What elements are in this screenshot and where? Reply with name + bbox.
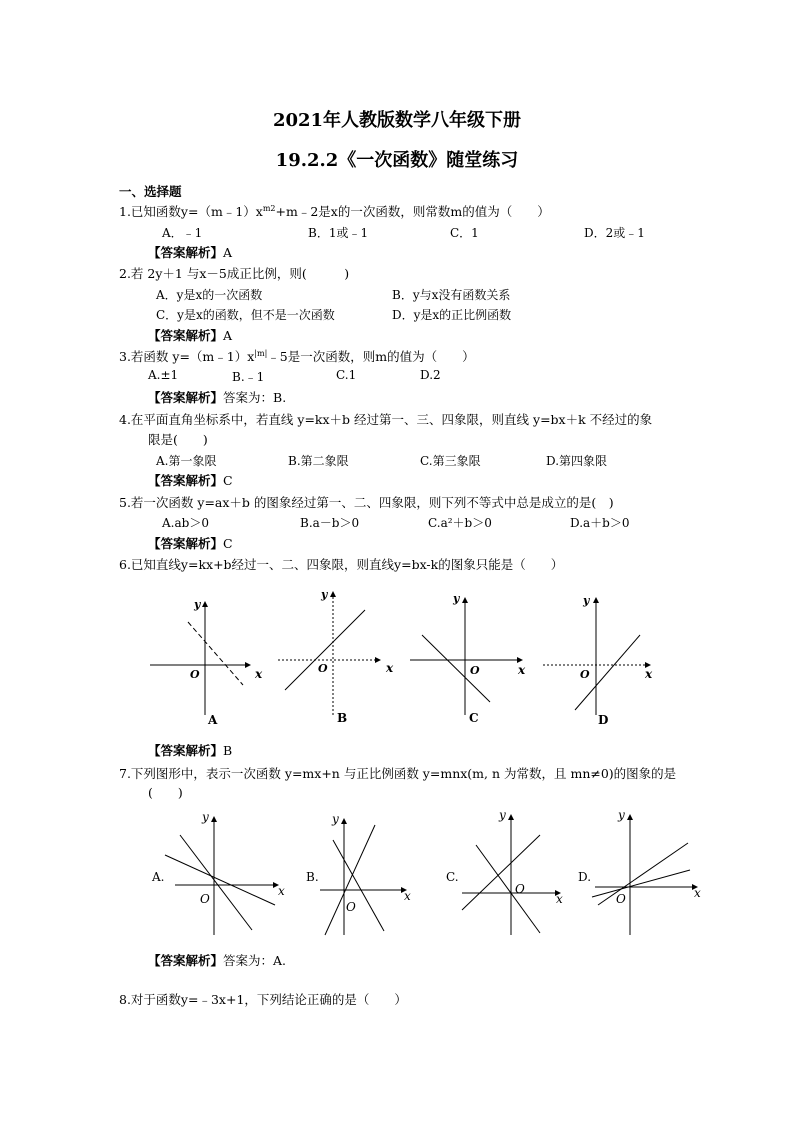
question-2-stem: 2.若 2y＋1 与x－5成正比例，则( ): [119, 266, 350, 281]
q6b-label: B: [337, 711, 348, 725]
question-7-figures: [0, 805, 794, 945]
question-4-option-b: B.第二象限: [288, 454, 349, 468]
q7c-x-label: x: [556, 892, 563, 906]
q7b-label: B.: [306, 870, 319, 884]
q6a-x-label: x: [255, 667, 263, 681]
question-6-figures: [0, 580, 794, 740]
q6d-x-label: x: [645, 667, 653, 681]
question-7-stem-line2: ( ): [148, 785, 183, 800]
q6d-origin-label: O: [580, 668, 590, 681]
question-2-answer: 【答案解析】A: [148, 328, 233, 343]
q7d-x-label: x: [694, 886, 701, 900]
question-5-option-a: A.ab＞0: [162, 516, 209, 530]
question-5-stem: 5.若一次函数 y=ax＋b 的图象经过第一、二、四象限，则下列不等式中总是成立的是( ): [119, 495, 614, 510]
question-2-option-c: C．y是x的函数，但不是一次函数: [156, 308, 335, 322]
question-6-stem: 6.已知直线y=kx+b经过一、二、四象限，则直线y=bx-k的图象只能是（ ）: [119, 557, 564, 572]
q7-graph-a: [151, 810, 285, 935]
question-5-option-c: C.a²＋b＞0: [428, 516, 492, 530]
question-1-option-a: A．﹣1: [162, 226, 203, 240]
q7a-x-label: x: [278, 884, 285, 898]
q6b-y-label: y: [321, 588, 328, 601]
q6d-y-label: y: [583, 594, 590, 607]
question-4-stem-line1: 4.在平面直角坐标系中，若直线 y=kx＋b 经过第一、三、四象限，则直线 y=bx＋k 不经过的象: [119, 412, 653, 427]
question-2-option-a: A．y是x的一次函数: [156, 288, 263, 302]
q6c-y-label: y: [453, 592, 460, 605]
q7b-x-label: x: [404, 889, 411, 903]
q6a-label: A: [208, 713, 218, 727]
q6-graph-a: [150, 598, 263, 727]
question-3-option-d: D.2: [420, 368, 441, 382]
q7d-origin-label: O: [616, 892, 626, 906]
page-subtitle: 19.2.2《一次函数》随堂练习: [275, 150, 519, 171]
q6a-y-label: y: [194, 598, 201, 611]
question-5-answer: 【答案解析】C: [148, 536, 233, 551]
q6c-origin-label: O: [470, 664, 480, 677]
question-5-option-d: D.a＋b＞0: [570, 516, 630, 530]
question-6-answer: 【答案解析】B: [148, 743, 233, 758]
question-1-option-b: B．1或﹣1: [308, 226, 369, 240]
q6a-origin-label: O: [190, 668, 200, 681]
q7-graph-b: [306, 812, 411, 935]
question-1-option-d: D．2或﹣1: [584, 226, 645, 240]
question-7-answer: 【答案解析】答案为：A.: [148, 953, 287, 968]
question-4-option-a: A.第一象限: [156, 454, 217, 468]
q7b-origin-label: O: [346, 900, 356, 914]
q7c-origin-label: O: [515, 882, 525, 896]
question-3-stem: 3.若函数 $y=(m﹣1)x^{|m|}﹣5$是一次函数，则m的值为（ ）: [119, 348, 475, 364]
q7-graph-c: [446, 808, 563, 935]
question-3-answer: 【答案解析】答案为：B.: [148, 390, 287, 405]
question-2-option-d: D．y是x的正比例函数: [392, 308, 512, 322]
question-4-stem-line2: 限是( ): [148, 432, 208, 447]
question-4-answer: 【答案解析】C: [148, 473, 233, 488]
question-1-stem: 1.已知函数$y=(m﹣1)x^{m2}+m﹣2$是x的一次函数，则常数m的值为（ ）: [119, 203, 550, 219]
question-4-option-c: C.第三象限: [420, 454, 481, 468]
q6d-label: D: [598, 713, 609, 727]
question-2-option-b: B．y与x没有函数关系: [392, 288, 511, 302]
question-5-option-b: B.a－b＞0: [300, 516, 360, 530]
question-3-option-b: B.﹣1: [232, 370, 265, 384]
page-title: 2021年人教版数学八年级下册: [272, 110, 522, 131]
q6-graph-c: [410, 592, 526, 725]
question-3-option-c: C.1: [336, 368, 357, 382]
question-8-stem: 8.对于函数y=﹣3x+1，下列结论正确的是（ ）: [119, 992, 407, 1007]
q7a-y-label: y: [202, 810, 209, 824]
question-1-answer: 【答案解析】A: [148, 245, 233, 260]
q6b-x-label: x: [386, 661, 394, 675]
q7c-label: C.: [446, 870, 459, 884]
q7c-y-label: y: [499, 808, 506, 822]
section-heading: 一、选择题: [119, 184, 182, 199]
q7a-origin-label: O: [200, 892, 210, 906]
question-1-option-c: C．1: [450, 226, 479, 240]
q7d-y-label: y: [618, 808, 625, 822]
question-4-option-d: D.第四象限: [546, 454, 608, 468]
q7b-y-label: y: [332, 812, 339, 826]
q6-graph-d: [543, 594, 653, 727]
q6c-label: C: [469, 711, 479, 725]
question-7-stem-line1: 7.下列图形中，表示一次函数 y=mx+n 与正比例函数 y=mnx(m, n 为常数，且 mn≠0)的图象的是: [119, 766, 677, 781]
q6c-x-label: x: [518, 663, 526, 677]
q6-graph-b: [278, 588, 394, 725]
q7-graph-d: [578, 808, 701, 935]
question-3-option-a: A.±1: [148, 368, 179, 382]
q7d-label: D.: [578, 870, 592, 884]
q7a-label: A.: [152, 870, 165, 884]
q6b-origin-label: O: [318, 662, 328, 675]
